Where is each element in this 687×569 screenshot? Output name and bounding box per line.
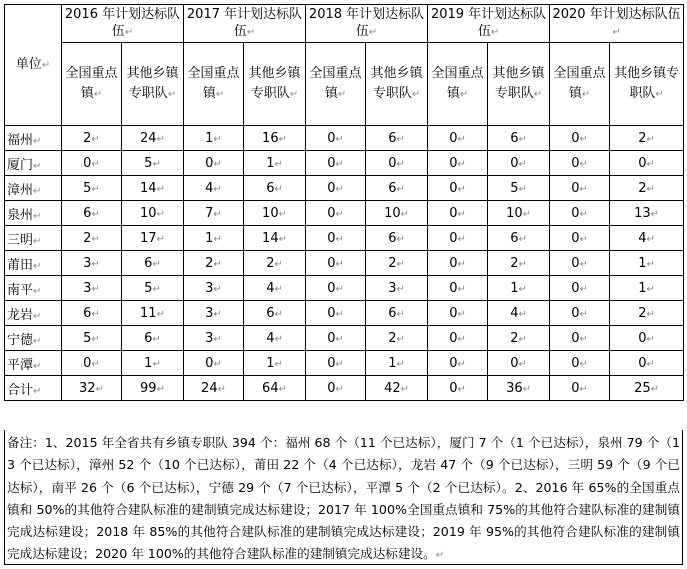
- table-cell: 4↵: [244, 326, 306, 351]
- table-cell: 0↵: [306, 351, 366, 376]
- table-cell: 0↵: [428, 201, 488, 226]
- table-cell: 25↵: [610, 376, 684, 401]
- table-cell: 4↵: [610, 226, 684, 251]
- col-other-team-2020: 其他乡镇专职队↵: [610, 43, 684, 126]
- table-cell: 2↵: [488, 251, 550, 276]
- table-cell: 10↵: [244, 201, 306, 226]
- table-cell: 0↵: [550, 151, 610, 176]
- table-cell: 6↵: [62, 201, 122, 226]
- table-cell: 10↵: [122, 201, 184, 226]
- table-cell: 0↵: [428, 126, 488, 151]
- table-cell: 6↵: [366, 176, 428, 201]
- row-unit-name: 泉州↵: [5, 201, 62, 226]
- row-unit-name: 平潭↵: [5, 351, 62, 376]
- table-cell: 0↵: [550, 351, 610, 376]
- table-cell: 3↵: [184, 301, 244, 326]
- table-cell: 0↵: [550, 201, 610, 226]
- table-cell: 0↵: [306, 251, 366, 276]
- table-cell: 0↵: [428, 376, 488, 401]
- table-cell: 2↵: [366, 326, 428, 351]
- table-cell: 0↵: [306, 201, 366, 226]
- table-cell: 4↵: [244, 276, 306, 301]
- table-cell: 5↵: [62, 326, 122, 351]
- table-cell: 5↵: [122, 276, 184, 301]
- table-cell: 2↵: [366, 251, 428, 276]
- col-other-team-2019: 其他乡镇专职队↵: [488, 43, 550, 126]
- table-cell: 0↵: [610, 326, 684, 351]
- table-cell: 7↵: [184, 201, 244, 226]
- unit-header: 单位↵: [5, 5, 62, 126]
- col-other-team-2018: 其他乡镇专职队↵: [366, 43, 428, 126]
- col-other-team-2016: 其他乡镇专职队↵: [122, 43, 184, 126]
- table-cell: 0↵: [610, 351, 684, 376]
- table-cell: 14↵: [122, 176, 184, 201]
- table-cell: 6↵: [62, 301, 122, 326]
- table-row: [5, 376, 684, 401]
- table-cell: 0↵: [428, 351, 488, 376]
- table-cell: 10↵: [366, 201, 428, 226]
- table-cell: 0↵: [550, 226, 610, 251]
- table-cell: 36↵: [488, 376, 550, 401]
- table-cell: 0↵: [550, 301, 610, 326]
- row-unit-name: 厦门↵: [5, 151, 62, 176]
- col-key-town-2019: 全国重点镇↵: [428, 43, 488, 126]
- table-cell: 42↵: [366, 376, 428, 401]
- table-cell: 0↵: [306, 226, 366, 251]
- table-cell: 1↵: [122, 351, 184, 376]
- table-cell: 0↵: [488, 151, 550, 176]
- table-cell: 14↵: [244, 226, 306, 251]
- col-other-team-2017: 其他乡镇专职队↵: [244, 43, 306, 126]
- table-cell: 1↵: [184, 226, 244, 251]
- table-cell: 0↵: [428, 176, 488, 201]
- row-unit-name: 南平↵: [5, 276, 62, 301]
- table-cell: 5↵: [122, 151, 184, 176]
- table-cell: 0↵: [428, 151, 488, 176]
- table-cell: 0↵: [306, 376, 366, 401]
- table-cell: 4↵: [184, 176, 244, 201]
- row-unit-name: 宁德↵: [5, 326, 62, 351]
- table-cell: 0↵: [550, 376, 610, 401]
- table-cell: 6↵: [488, 226, 550, 251]
- table-cell: 0↵: [428, 276, 488, 301]
- table-row: [5, 176, 684, 201]
- table-cell: 5↵: [488, 176, 550, 201]
- table-cell: 0↵: [550, 276, 610, 301]
- table-row: [5, 226, 684, 251]
- year-2016-header: 2016 年计划达标队伍↵: [62, 5, 184, 43]
- table-cell: 6↵: [366, 126, 428, 151]
- table-cell: 2↵: [62, 126, 122, 151]
- year-2019-header: 2019 年计划达标队伍↵: [428, 5, 550, 43]
- row-unit-name: 莆田↵: [5, 251, 62, 276]
- table-cell: 11↵: [122, 301, 184, 326]
- table-cell: 2↵: [610, 301, 684, 326]
- table-cell: 5↵: [62, 176, 122, 201]
- table-cell: 64↵: [244, 376, 306, 401]
- table-cell: 2↵: [62, 226, 122, 251]
- col-key-town-2020: 全国重点镇↵: [550, 43, 610, 126]
- year-2020-header: 2020 年计划达标队伍↵: [550, 5, 684, 43]
- table-cell: 0↵: [306, 151, 366, 176]
- note-text: 备注：1、2015 年全省共有乡镇专职队 394 个：福州 68 个（11 个已达标），厦门 7 个（1 个已达标），泉州 79 个（13 个已达标），漳州 52 个（10 个已达标），莆田 22 个（4 个已达标），龙岩 47 个（9 个已达标），三明 59 个（9 个已达标），南平 26 个（6 个已达标），宁德 29 个（7 个已达标），平潭 5 个（2 个已达标）。2、2016 年 65%的全国重点镇和 50%的其他符合建队标准的建制镇完成达标建设；2017 年 100%全国重点镇和 75%的其他符合建队标准的建制镇完成达标建设；2018 年 85%的其他符合建队标准的建制镇完成达标建设；2019 年 95%的其他符合建队标准的建制镇完成达标建设；2020 年 100%的其他符合建队标准的建制镇完成达标建设。↵: [4, 430, 683, 565]
- table-cell: 0↵: [306, 276, 366, 301]
- table-row: [5, 301, 684, 326]
- year-2017-header: 2017 年计划达标队伍↵: [184, 5, 306, 43]
- row-unit-name: 福州↵: [5, 126, 62, 151]
- table-cell: 3↵: [366, 276, 428, 301]
- table-cell: 3↵: [184, 276, 244, 301]
- col-key-town-2018: 全国重点镇↵: [306, 43, 366, 126]
- table-cell: 2↵: [184, 251, 244, 276]
- table-cell: 0↵: [366, 151, 428, 176]
- table-cell: 0↵: [306, 126, 366, 151]
- table-row: [5, 126, 684, 151]
- table-cell: 3↵: [62, 276, 122, 301]
- table-cell: 6↵: [122, 326, 184, 351]
- table-cell: 1↵: [366, 351, 428, 376]
- table-cell: 0↵: [550, 251, 610, 276]
- table-cell: 4↵: [488, 301, 550, 326]
- table-body: [5, 126, 684, 401]
- year-2018-header: 2018 年计划达标队伍↵: [306, 5, 428, 43]
- table-cell: 0↵: [428, 226, 488, 251]
- table-cell: 0↵: [428, 251, 488, 276]
- col-key-town-2016: 全国重点镇↵: [62, 43, 122, 126]
- table-cell: 1↵: [488, 276, 550, 301]
- table-row: [5, 201, 684, 226]
- table-cell: 1↵: [244, 351, 306, 376]
- table-cell: 6↵: [488, 126, 550, 151]
- row-unit-name: 合计↵: [5, 376, 62, 401]
- table-cell: 6↵: [366, 226, 428, 251]
- table-cell: 24↵: [122, 126, 184, 151]
- table-cell: 10↵: [488, 201, 550, 226]
- table-cell: 6↵: [244, 176, 306, 201]
- table-cell: 6↵: [366, 301, 428, 326]
- table-cell: 2↵: [488, 326, 550, 351]
- table-cell: 0↵: [184, 351, 244, 376]
- table-cell: 0↵: [610, 151, 684, 176]
- table-cell: 0↵: [184, 151, 244, 176]
- row-unit-name: 漳州↵: [5, 176, 62, 201]
- table-row: [5, 251, 684, 276]
- table-cell: 0↵: [62, 151, 122, 176]
- table-cell: 0↵: [488, 351, 550, 376]
- table-cell: 6↵: [244, 301, 306, 326]
- table-cell: 0↵: [550, 326, 610, 351]
- table-cell: 0↵: [428, 301, 488, 326]
- table-cell: 3↵: [184, 326, 244, 351]
- table-cell: 0↵: [62, 351, 122, 376]
- row-unit-name: 三明↵: [5, 226, 62, 251]
- table-cell: 1↵: [610, 251, 684, 276]
- table-cell: 2↵: [610, 176, 684, 201]
- table-cell: 32↵: [62, 376, 122, 401]
- table-cell: 0↵: [306, 326, 366, 351]
- team-plan-table: [4, 4, 684, 401]
- col-key-town-2017: 全国重点镇↵: [184, 43, 244, 126]
- table-cell: 24↵: [184, 376, 244, 401]
- table-cell: 0↵: [550, 126, 610, 151]
- table-row: [5, 151, 684, 176]
- table-cell: 17↵: [122, 226, 184, 251]
- table-cell: 0↵: [306, 301, 366, 326]
- table-row: [5, 326, 684, 351]
- table-cell: 0↵: [550, 176, 610, 201]
- table-cell: 3↵: [62, 251, 122, 276]
- table-cell: 1↵: [184, 126, 244, 151]
- table-cell: 13↵: [610, 201, 684, 226]
- table-cell: 0↵: [428, 326, 488, 351]
- table-row: [5, 276, 684, 301]
- table-row: [5, 351, 684, 376]
- table-cell: 16↵: [244, 126, 306, 151]
- table-cell: 2↵: [610, 126, 684, 151]
- table-cell: 6↵: [122, 251, 184, 276]
- table-cell: 1↵: [244, 151, 306, 176]
- table-cell: 0↵: [306, 176, 366, 201]
- table-cell: 1↵: [610, 276, 684, 301]
- row-unit-name: 龙岩↵: [5, 301, 62, 326]
- table-cell: 99↵: [122, 376, 184, 401]
- table-cell: 2↵: [244, 251, 306, 276]
